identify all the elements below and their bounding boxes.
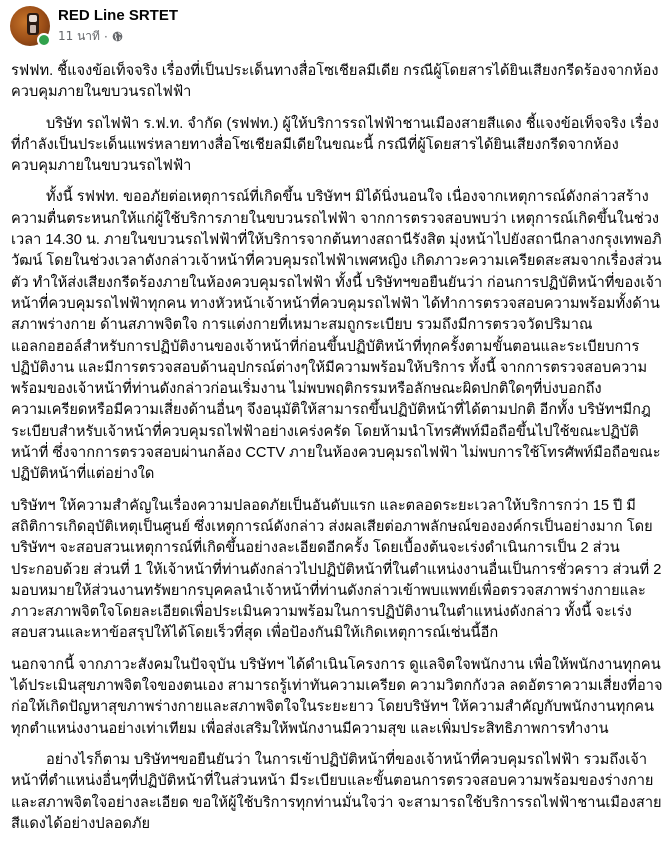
post-timestamp[interactable]: 11 นาที xyxy=(58,29,100,43)
post-header xyxy=(0,0,672,50)
page-name-link[interactable]: RED Line SRTET xyxy=(58,7,179,24)
post-paragraph-title: รฟฟท. ชี้แจงข้อเท็จจริง เรื่องที่เป็นประเด็นทางสื่อโซเชียลมีเดีย กรณีผู้โดยสารได้ยินเสียงกรีดร้องจากห้องควบคุมภายในขบวนรถไฟฟ้า xyxy=(11,63,659,101)
meta-separator: · xyxy=(103,29,108,44)
avatar-figure-icon xyxy=(27,13,39,35)
post-meta xyxy=(58,27,123,46)
post-paragraph: อย่างไรก็ตาม บริษัทฯขอยืนยันว่า ในการเข้าปฏิบัติหน้าที่ของเจ้าหน้าที่ควบคุมรถไฟฟ้า รวมถึงเจ้าหน้าที่ตำแหน่งอื่นๆที่ปฏิบัติหน้าที่ในส่วนหน้า มีระเบียบและขั้นตอนการตรวจสอบความพร้อมของร่างกายและสภาพจิตใจอย่างละเอียด ขอให้ผู้ใช้บริการทุกท่านมั่นใจว่า จะสามารถใช้บริการรถไฟฟ้าชานเมืองสายสีแดงได้อย่างปลอดภัย xyxy=(11,751,662,832)
online-status-icon xyxy=(37,33,51,47)
post-paragraph: นอกจากนี้ จากภาวะสังคมในปัจจุบัน บริษัทฯ ได้ดำเนินโครงการ ดูแลจิตใจพนักงาน เพื่อให้พนักงานทุกคนได้ประเมินสุขภาพจิตใจของตนเอง สามารถรู้เท่าทันความเครียด ความวิตกกังวล ลดอัตราความเสี่ยงที่อาจก่อให้เกิดปัญหาสุขภาพร่างกายและสภาพจิตใจในระยะยาว โดยบริษัทฯ ให้ความสำคัญกับพนักงานทุกคน ทุกตำแหน่งงานอย่างเท่าเทียม เพื่อส่งเสริมให้พนักงานมีความสุข และเพิ่มประสิทธิภาพการทำงาน xyxy=(11,656,663,737)
post-body xyxy=(11,61,663,845)
globe-icon[interactable] xyxy=(112,31,123,42)
post-paragraph: บริษัท รถไฟฟ้า ร.ฟ.ท. จำกัด (รฟฟท.) ผู้ให้บริการรถไฟฟ้าชานเมืองสายสีแดง ชี้แจงข้อเท็จจริง เรื่องที่กำลังเป็นประเด็นแพร่หลายทางสื่อโซเชียลมีเดียในขณะนี้ กรณีที่ผู้โดยสารได้ยินเสียงกรีดจากห้องควบคุมภายในขบวนรถไฟฟ้า xyxy=(11,115,659,175)
post-paragraph: ทั้งนี้ รฟฟท. ขออภัยต่อเหตุการณ์ที่เกิดขึ้น บริษัทฯ มิได้นิ่งนอนใจ เนื่องจากเหตุการณ์ดังกล่าวสร้างความตื่นตระหนกให้แก่ผู้ใช้บริการภายในขบวนรถไฟฟ้า จากการตรวจสอบพบว่า เหตุการณ์เกิดขึ้นในช่วงเวลา 14.30 น. ภายในขบวนรถไฟฟ้าที่ให้บริการจากต้นทางสถานีรังสิต มุ่งหน้าไปยังสถานีกลางกรุงเทพอภิวัฒน์ โดยในช่วงเวลาดังกล่าวเจ้าหน้าที่ควบคุมรถไฟฟ้าเพศหญิง เกิดภาวะความเครียดสะสมจากเรื่องส่วนตัว ทำให้ส่งเสียงกรีดร้องภายในห้องควบคุมรถไฟฟ้า ทั้งนี้ บริษัทฯขอยืนยันว่า ก่อนการปฏิบัติหน้าที่ของเจ้าหน้าที่ควบคุมรถไฟฟ้าทุกคน ทางหัวหน้าเจ้าหน้าที่ควบคุมรถไฟฟ้า ได้ทำการตรวจสอบความพร้อมทั้งด้านสภาพร่างกาย ด้านสภาพจิตใจ การแต่งกายที่เหมาะสมถูกระเบียบ รวมถึงมีการตรวจวัดปริมาณแอลกอฮอล์สำหรับการปฏิบัติงานของเจ้าหน้าที่ก่อนขึ้นปฏิบัติหน้าที่ทุกครั้งตามขั้นตอนและระเบียบการปฏิบัติงาน และมีการตรวจสอบด้านอุปกรณ์ต่างๆให้มีความพร้อมให้บริการ ทั้งนี้ จากการตรวจสอบความพร้อมของเจ้าหน้าที่ท่านดังกล่าวก่อนเริ่มงาน ไม่พบพฤติกรรมหรือลักษณะผิดปกติใดๆที่บ่งบอกถึงความเครียดหรือมีความเสี่ยงด้านอื่นๆ จึงอนุมัติให้สามารถขึ้นปฏิบัติหน้าที่ได้ตามปกติ อีกทั้ง บริษัทฯมีกฎระเบียบสำหรับเจ้าหน้าที่ควบคุมรถไฟฟ้าอย่างเคร่งครัด โดยห้ามนำโทรศัพท์มือถือขึ้นไปใช้ขณะปฏิบัติหน้าที่ ซึ่งจากการตรวจสอบผ่านกล้อง CCTV ภายในห้องควบคุมรถไฟฟ้า ไม่พบการใช้โทรศัพท์มือถือขณะปฏิบัติหน้าที่แต่อย่างใด xyxy=(11,189,663,483)
post-paragraph: บริษัทฯ ให้ความสำคัญในเรื่องความปลอดภัยเป็นอันดับแรก และตลอดระยะเวลาให้บริการกว่า 15 ปี มีสถิติการเกิดอุบัติเหตุเป็นศูนย์ ซึ่งเหตุการณ์ดังกล่าว ส่งผลเสียต่อภาพลักษณ์ขององค์กรเป็นอย่างมาก โดยบริษัทฯ จะสอบสวนเหตุการณ์ที่เกิดขึ้นอย่างละเอียดอีกครั้ง โดยเบื้องต้นจะเร่งดำเนินการเป็น 2 ส่วน ประกอบด้วย ส่วนที่ 1 ให้เจ้าหน้าที่ท่านดังกล่าวไปปฏิบัติหน้าที่ในตำแหน่งงานอื่นเป็นการชั่วคราว ส่วนที่ 2 มอบหมายให้ส่วนงานทรัพยากรบุคคลนำเจ้าหน้าที่ท่านดังกล่าวเข้าพบแพทย์เพื่อตรวจสภาพร่างกายและภาวะสภาพจิตใจโดยละเอียดเพื่อประเมินความพร้อมในการปฏิบัติงานในตำแหน่งดังกล่าว ทั้งนี้ จะเร่งสอบสวนและหาข้อสรุปให้ได้โดยเร็วที่สุด เพื่อป้องกันมิให้เกิดเหตุการณ์เช่นนี้อีก xyxy=(11,497,662,642)
